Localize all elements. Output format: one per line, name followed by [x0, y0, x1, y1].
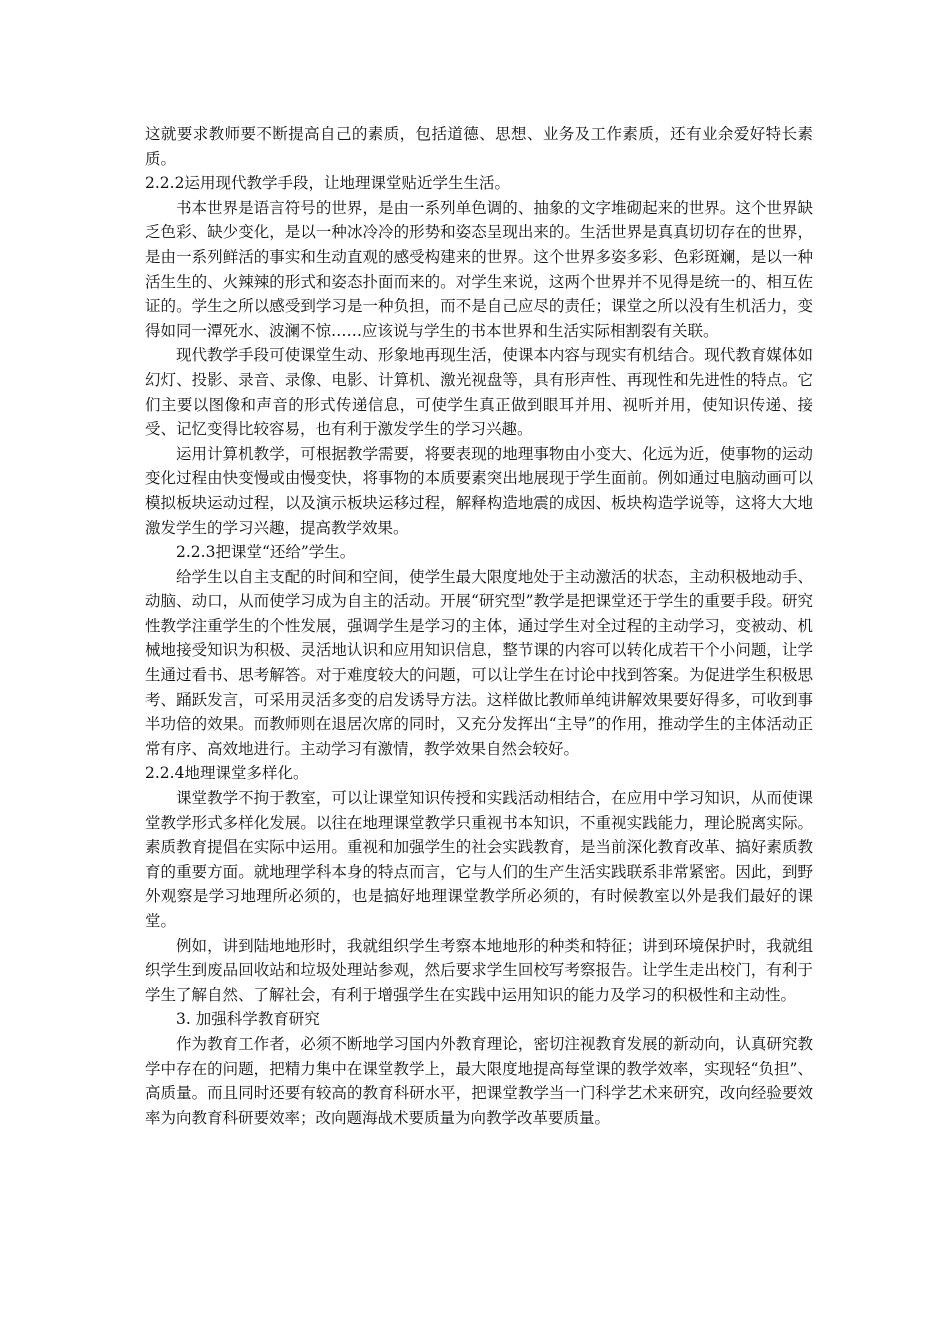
- paragraph-education-research: 作为教育工作者，必须不断地学习国内外教育理论，密切注视教育发展的新动向，认真研究教学中存在的问题，把精力集中在课堂教学上，最大限度地提高每堂课的教学效率，实现轻“负担”、高质量。而且同时还要有较高的教育科研水平，把课堂教学当一门科学艺术来研究，改向经验要效率为向教育科研要效率；改向题海战术要质量为向教学改革要质量。: [145, 1034, 813, 1127]
- paragraph-modern-media: 现代教学手段可使课堂生动、形象地再现生活，使课本内容与现实有机结合。现代教育媒体如幻灯、投影、录音、录像、电影、计算机、激光视盘等，具有形声性、再现性和先进性的特点。它们主要以图像和声音的形式传递信息，可使学生真正做到眼耳并用、视听并用，使知识传递、接受、记忆变得比较容易，也有利于激发学生的学习兴趣。: [145, 346, 813, 439]
- section-heading-2-2-3: 2.2.3把课堂“还给”学生。: [176, 543, 356, 562]
- paragraph-computer-teaching: 运用计算机教学，可根据教学需要，将要表现的地理事物由小变大、化远为近，使事物的运动变化过程由快变慢或由慢变快，将事物的本质要素突出地展现于学生面前。例如通过电脑动画可以模拟板块运动过程，以及演示板块运移过程，解释构造地震的成因、板块构造学说等，这将大大地激发学生的学习兴趣，提高教学效果。: [145, 444, 813, 537]
- section-heading-3: 3. 加强科学教育研究: [176, 1010, 320, 1029]
- paragraph-intro: 这就要求教师要不断提高自己的素质，包括道德、思想、业务及工作素质，还有业余爱好特长素质。: [145, 125, 813, 168]
- section-heading-2-2-2: 2.2.2运用现代教学手段，让地理课堂贴近学生生活。: [145, 174, 510, 193]
- paragraph-diversified-classroom: 课堂教学不拘于教室，可以让课堂知识传授和实践活动相结合，在应用中学习知识，从而使课堂教学形式多样化发展。以往在地理课堂教学只重视书本知识，不重视实践能力，理论脱离实际。素质教育提倡在实际中运用。重视和加强学生的社会实践教育，是当前深化教育改革、搞好素质教育的重要方面。就地理学科本身的特点而言，它与人们的生产生活实践联系非常紧密。因此，到野外观察是学习地理所必须的，也是搞好地理课堂教学所必须的，有时候教室以外是我们最好的课堂。: [145, 789, 813, 930]
- paragraph-student-autonomy: 给学生以自主支配的时间和空间，使学生最大限度地处于主动激活的状态，主动积极地动手、动脑、动口，从而使学习成为自主的活动。开展“研究型”教学是把课堂还于学生的重要手段。研究性教学注重学生的个性发展，强调学生是学习的主体，通过学生对全过程的主动学习，变被动、机械地接受知识为积极、灵活地认识和应用知识信息，整节课的内容可以转化成若干个小问题，让学生通过看书、思考解答。对于难度较大的问题，可以让学生在讨论中找到答案。为促进学生积极思考、踊跃发言，可采用灵活多变的启发诱导方法。这样做比教师单纯讲解效果要好得多，可收到事半功倍的效果。而教师则在退居次席的同时，又充分发挥出“主导”的作用，推动学生的主体活动正常有序、高效地进行。主动学习有激情，教学效果自然会较好。: [145, 567, 813, 758]
- paragraph-book-world: 书本世界是语言符号的世界，是由一系列单色调的、抽象的文字堆砌起来的世界。这个世界缺乏色彩、缺少变化，是以一种冰冷冷的形势和姿态呈现出来的。生活世界是真真切切存在的世界，是由一系列鲜活的事实和生动直观的感受构建来的世界。这个世界多姿多彩、色彩斑斓，是以一种活生生的、火辣辣的形式和姿态扑面而来的。对学生来说，这两个世界并不见得是统一的、相互佐证的。学生之所以感受到学习是一种负担，而不是自己应尽的责任；课堂之所以没有生机活力，变得如同一潭死水、波澜不惊……应该说与学生的书本世界和生活实际相割裂有关联。: [145, 198, 813, 340]
- section-heading-2-2-4: 2.2.4地理课堂多样化。: [145, 764, 309, 783]
- paragraph-field-examples: 例如，讲到陆地地形时，我就组织学生考察本地地形的种类和特征；讲到环境保护时，我就组织学生到废品回收站和垃圾处理站参观，然后要求学生回校写考察报告。让学生走出校门，有利于学生了解自然、了解社会，有利于增强学生在实践中运用知识的能力及学习的积极性和主动性。: [145, 936, 813, 1004]
- document-page: [145, 122, 813, 1130]
